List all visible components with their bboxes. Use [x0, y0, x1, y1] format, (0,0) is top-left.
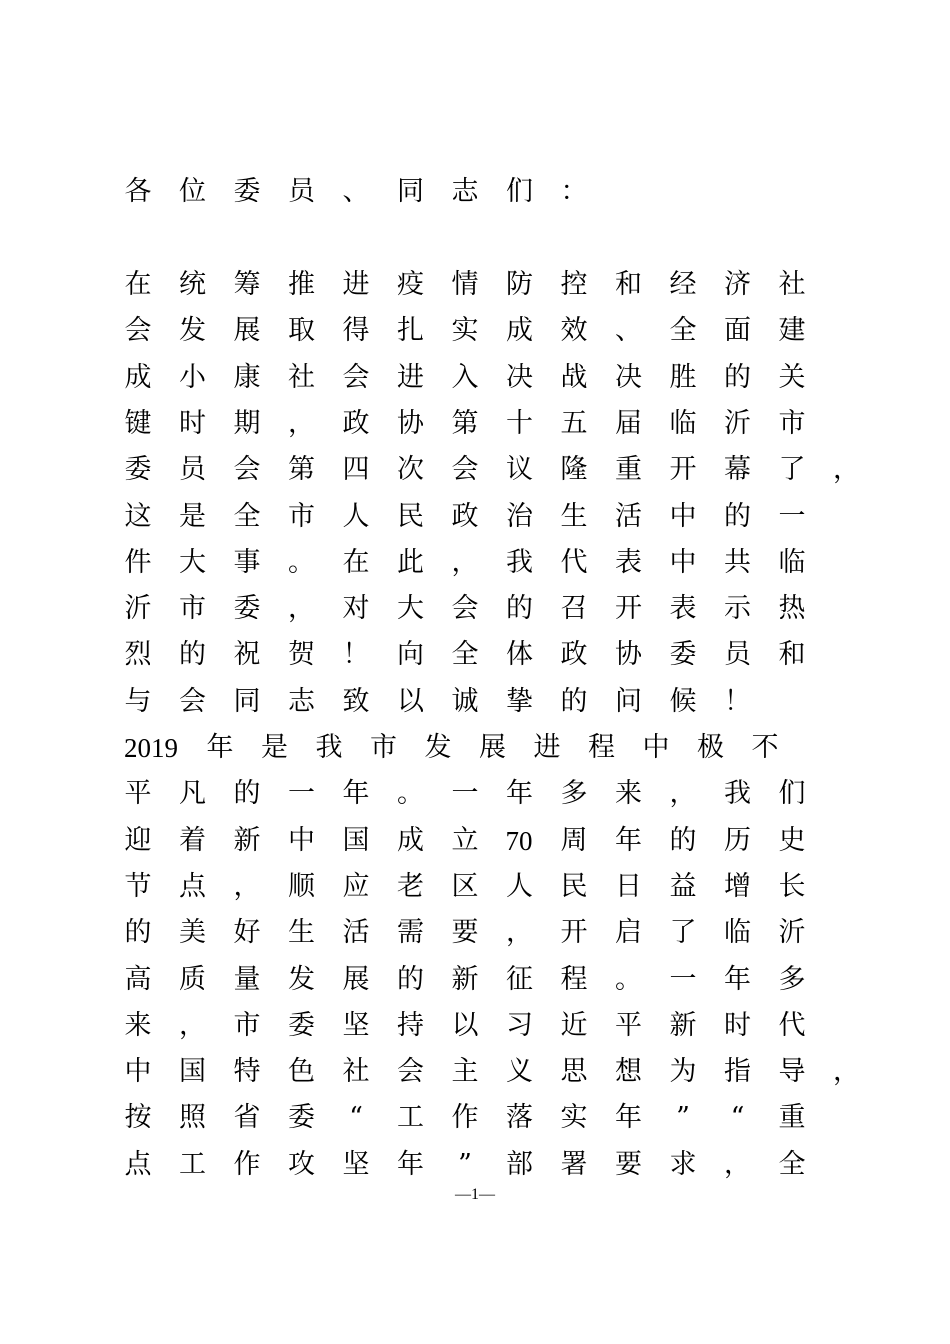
character: 经 [669, 269, 697, 300]
character: 的 [669, 824, 697, 856]
character: 重 [778, 1102, 806, 1134]
text-line [124, 361, 804, 395]
character: 坚 [342, 1148, 370, 1180]
character: 市 [778, 407, 806, 439]
character: 应 [342, 870, 370, 902]
character: 同 [233, 685, 261, 717]
text-line [124, 731, 804, 765]
text-line [124, 500, 804, 534]
character: 节 [124, 870, 152, 902]
text-line [124, 685, 804, 719]
character: 迎 [124, 824, 152, 856]
character: 员 [724, 639, 751, 671]
character: 推 [288, 269, 315, 300]
text-line [124, 824, 804, 858]
character: 长 [778, 870, 806, 902]
character: 第 [288, 454, 315, 486]
character: 次 [397, 454, 424, 486]
character: 与 [124, 685, 152, 717]
character: 诚 [451, 685, 479, 717]
text-line [124, 592, 804, 626]
character: 年 [206, 732, 234, 763]
character: 我 [315, 732, 343, 763]
character: 市 [370, 732, 397, 763]
character: ， [669, 778, 697, 810]
character: 委 [288, 1009, 315, 1041]
character: 临 [778, 546, 806, 578]
character: 临 [724, 917, 751, 949]
character: 极 [697, 732, 724, 763]
character: 委 [124, 454, 152, 486]
character: 坚 [342, 1009, 370, 1041]
character: 政 [451, 500, 479, 532]
character: 全 [451, 639, 479, 671]
character: 署 [560, 1148, 588, 1180]
character: 会 [179, 685, 206, 717]
character: 的 [506, 593, 533, 625]
character: 实 [560, 1102, 588, 1134]
character: 期 [233, 407, 261, 439]
character: ” [458, 1148, 472, 1180]
character: 会 [451, 454, 479, 486]
character: 志 [288, 685, 315, 717]
character: 表 [615, 546, 642, 578]
character: 示 [724, 593, 751, 625]
character: 小 [179, 361, 206, 393]
character: 立 [451, 824, 479, 856]
character: 义 [506, 1056, 533, 1088]
character: 凡 [179, 778, 206, 810]
character: 的 [560, 685, 588, 717]
character: 发 [288, 963, 315, 995]
character: 实 [451, 315, 479, 347]
text-line [124, 407, 804, 441]
character: 开 [669, 454, 697, 486]
character: 面 [724, 315, 751, 347]
character: 委 [288, 1102, 315, 1134]
character: 决 [615, 361, 642, 393]
character: 中 [288, 824, 315, 856]
character: 祝 [233, 639, 261, 671]
character: 成 [124, 361, 152, 393]
character: 件 [124, 546, 152, 578]
character: 老 [397, 870, 424, 902]
character: 表 [669, 593, 697, 625]
character: 这 [124, 500, 152, 532]
character: 会 [233, 454, 261, 486]
character: 展 [233, 315, 261, 347]
character: 日 [615, 870, 642, 902]
character: 挚 [506, 685, 533, 717]
character: 扎 [397, 315, 424, 347]
character: 五 [560, 407, 588, 439]
character: 候 [669, 685, 697, 717]
text-line [124, 546, 804, 580]
character: 沂 [778, 917, 806, 949]
character: 决 [506, 361, 533, 393]
character: 民 [397, 500, 424, 532]
character: 时 [179, 407, 206, 439]
character: 想 [615, 1056, 642, 1088]
page-number: —1— [455, 1186, 495, 1203]
character: 导 [778, 1056, 806, 1088]
character: 工 [397, 1102, 424, 1134]
character: 幕 [724, 454, 751, 486]
character: 持 [397, 1009, 424, 1041]
character: 同 [397, 176, 424, 207]
character: 重 [615, 454, 642, 486]
character: 中 [669, 546, 697, 578]
character: 员 [288, 176, 315, 207]
character: 烈 [124, 639, 152, 671]
character: 落 [506, 1102, 533, 1134]
character: 关 [778, 361, 806, 393]
character: “ [730, 1102, 745, 1134]
character: 省 [233, 1102, 261, 1134]
character: 点 [179, 870, 206, 902]
character: 是 [261, 732, 288, 763]
character: 战 [560, 361, 588, 393]
text-line [124, 314, 804, 348]
character: 社 [778, 269, 806, 300]
character: 需 [397, 917, 424, 949]
character: ， [233, 870, 261, 902]
character: 要 [615, 1148, 642, 1180]
character: 为 [669, 1056, 697, 1088]
character: 我 [724, 778, 751, 810]
character: 成 [506, 315, 533, 347]
character: 以 [451, 1009, 479, 1041]
character: 发 [179, 315, 206, 347]
character: 是 [179, 500, 206, 532]
character: 对 [342, 593, 370, 625]
character: 此 [397, 546, 424, 578]
character: ， [833, 454, 860, 486]
character: 委 [233, 176, 261, 207]
character: 年 [615, 824, 642, 856]
character: 进 [533, 732, 561, 763]
character: 一 [288, 778, 315, 810]
character: 委 [669, 639, 697, 671]
character: ， [288, 593, 315, 625]
character: 事 [233, 546, 261, 578]
character: 取 [288, 315, 315, 347]
character: 隆 [560, 454, 588, 486]
character: 十 [506, 407, 533, 439]
character: ！ [342, 639, 370, 671]
character: 社 [288, 361, 315, 393]
character: 色 [288, 1056, 315, 1088]
character: 成 [397, 824, 424, 856]
character: 多 [560, 778, 588, 810]
character: 周 [560, 824, 588, 856]
character: 致 [342, 685, 370, 717]
character: 在 [342, 546, 370, 578]
character: ， [179, 1009, 206, 1041]
character: 。 [615, 963, 642, 995]
character: 一 [451, 778, 479, 810]
character: 济 [724, 269, 751, 300]
character: 一 [778, 500, 806, 532]
character: 工 [179, 1148, 206, 1180]
character: 中 [669, 500, 697, 532]
number-token: 2019 [124, 733, 178, 763]
character: 政 [342, 407, 370, 439]
character: 按 [124, 1102, 152, 1134]
character: ， [724, 1148, 751, 1180]
character: 生 [288, 917, 315, 949]
character: 国 [179, 1056, 206, 1088]
character: 年 [724, 963, 751, 995]
character: 活 [342, 917, 370, 949]
character: 问 [615, 685, 642, 717]
character: 进 [397, 361, 424, 393]
character: 、 [342, 176, 370, 207]
character: ， [451, 546, 479, 578]
character: 会 [397, 1056, 424, 1088]
character: 平 [124, 778, 152, 810]
character: 了 [669, 917, 697, 949]
character: 会 [342, 361, 370, 393]
character: 顺 [288, 870, 315, 902]
character: 点 [124, 1148, 152, 1180]
character: 市 [233, 1009, 261, 1041]
character: 年 [615, 1102, 642, 1134]
character: 共 [724, 546, 751, 578]
character: 程 [588, 732, 615, 763]
character: 生 [560, 500, 588, 532]
character: “ [349, 1102, 363, 1134]
character: 控 [560, 269, 588, 300]
character: 效 [560, 315, 588, 347]
character: 和 [778, 639, 806, 671]
character: 发 [424, 732, 452, 763]
character: ， [288, 407, 315, 439]
character: 市 [288, 500, 315, 532]
character: 的 [724, 361, 751, 393]
character: 、 [615, 315, 642, 347]
character: 启 [615, 917, 642, 949]
character: 全 [778, 1148, 806, 1180]
character: 开 [560, 917, 588, 949]
character: 求 [669, 1148, 697, 1180]
character: 新 [669, 1009, 697, 1041]
character: 近 [560, 1009, 588, 1041]
character: 年 [342, 778, 370, 810]
character: 委 [233, 593, 261, 625]
character: 美 [179, 917, 206, 949]
character: 会 [124, 315, 152, 347]
character: 的 [124, 917, 152, 949]
text-line [124, 1009, 804, 1043]
character: 中 [124, 1056, 152, 1088]
character: 大 [397, 593, 424, 625]
character: 习 [506, 1009, 533, 1041]
text-line [124, 1055, 860, 1089]
character: 国 [342, 824, 370, 856]
character: 攻 [288, 1148, 315, 1180]
character: 好 [233, 917, 261, 949]
character: 各 [124, 176, 152, 207]
character: 部 [506, 1148, 533, 1180]
character: 防 [506, 269, 533, 300]
character: 不 [751, 732, 779, 763]
character: 位 [179, 176, 206, 207]
character: 着 [179, 824, 206, 856]
character: 特 [233, 1056, 261, 1088]
character: 志 [451, 176, 479, 207]
character: 届 [615, 407, 642, 439]
character: 年 [397, 1148, 424, 1180]
text-line [124, 453, 860, 487]
character: 四 [342, 454, 370, 486]
character: 的 [179, 639, 206, 671]
text-line [124, 870, 804, 904]
text-line [124, 268, 804, 302]
character: 的 [397, 963, 424, 995]
character: 思 [560, 1056, 588, 1088]
character: 一 [669, 963, 697, 995]
character: 统 [179, 269, 206, 300]
character: 人 [506, 870, 533, 902]
character: 向 [397, 639, 424, 671]
character: 高 [124, 963, 152, 995]
character: 多 [778, 963, 806, 995]
character: 筹 [233, 269, 261, 300]
character: 增 [724, 870, 751, 902]
text-line [124, 1101, 804, 1135]
character: 来 [615, 778, 642, 810]
character: 。 [288, 546, 315, 578]
character: 入 [451, 361, 479, 393]
character: 征 [506, 963, 533, 995]
character: 的 [724, 500, 751, 532]
character: ： [560, 176, 588, 207]
character: 新 [233, 824, 261, 856]
character: 情 [451, 269, 479, 300]
character: 时 [724, 1009, 751, 1041]
character: 人 [342, 500, 370, 532]
character: 平 [615, 1009, 642, 1041]
text-line [124, 777, 804, 811]
character: 全 [233, 500, 261, 532]
character: 中 [642, 732, 670, 763]
character: 区 [451, 870, 479, 902]
character: 建 [778, 315, 806, 347]
character: 胜 [669, 361, 697, 393]
character: 代 [560, 546, 588, 578]
character: 主 [451, 1056, 479, 1088]
character: 议 [506, 454, 533, 486]
character: 要 [451, 917, 479, 949]
character: 来 [124, 1009, 152, 1041]
character: 照 [179, 1102, 206, 1134]
character: 进 [342, 269, 370, 300]
character: 指 [724, 1056, 751, 1088]
character: 程 [560, 963, 588, 995]
character: 员 [179, 454, 206, 486]
character: 热 [778, 593, 806, 625]
character: 新 [451, 963, 479, 995]
character: 了 [778, 454, 806, 486]
character: 作 [233, 1148, 261, 1180]
character: 民 [560, 870, 588, 902]
character: ！ [724, 685, 751, 717]
character: 历 [724, 824, 751, 856]
character: 社 [342, 1056, 370, 1088]
character: 们 [778, 778, 806, 810]
character: 开 [615, 593, 642, 625]
character: 政 [560, 639, 588, 671]
character: 第 [451, 407, 479, 439]
character: 键 [124, 407, 152, 439]
character: 疫 [397, 269, 424, 300]
character: 沂 [724, 407, 751, 439]
text-line [124, 916, 804, 950]
character: 量 [233, 963, 261, 995]
character: ， [506, 917, 533, 949]
character: 代 [778, 1009, 806, 1041]
text-line [124, 638, 804, 672]
text-line [124, 1148, 804, 1182]
character: 全 [669, 315, 697, 347]
text-line [124, 963, 804, 997]
character: 作 [451, 1102, 479, 1134]
character: 在 [124, 269, 152, 300]
character: 得 [342, 315, 370, 347]
character: ” [676, 1102, 690, 1134]
character: 年 [506, 778, 533, 810]
character: 协 [397, 407, 424, 439]
character: 市 [179, 593, 206, 625]
character: 益 [669, 870, 697, 902]
character: 们 [506, 176, 533, 207]
character: 临 [669, 407, 697, 439]
character: 协 [615, 639, 642, 671]
character: ， [833, 1056, 860, 1088]
character: 质 [179, 963, 206, 995]
character: 和 [615, 269, 642, 300]
character: 展 [342, 963, 370, 995]
character: 。 [397, 778, 424, 810]
character: 康 [233, 361, 261, 393]
character: 沂 [124, 593, 152, 625]
character: 贺 [288, 639, 315, 671]
character: 史 [778, 824, 806, 856]
character: 召 [560, 593, 588, 625]
character: 以 [397, 685, 424, 717]
character: 体 [506, 639, 533, 671]
character: 我 [506, 546, 533, 578]
number-token: 70 [505, 825, 533, 856]
character: 的 [233, 778, 261, 810]
salutation [124, 175, 804, 209]
character: 会 [451, 593, 479, 625]
character: 展 [479, 732, 506, 763]
character: 治 [506, 500, 533, 532]
character: 大 [179, 546, 206, 578]
character: 活 [615, 500, 642, 532]
